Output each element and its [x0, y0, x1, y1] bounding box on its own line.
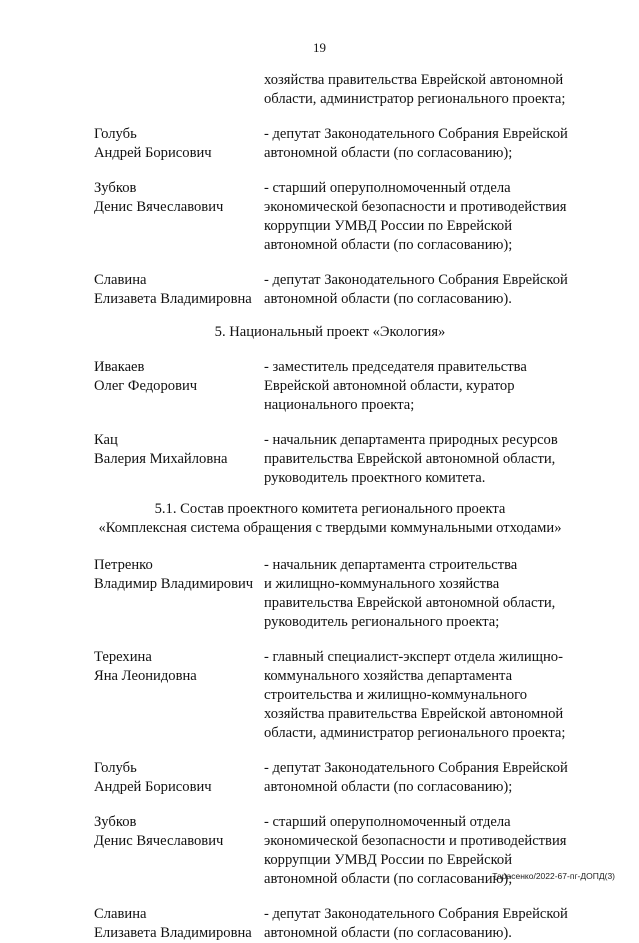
member-row — [94, 271, 596, 309]
member-row — [94, 125, 596, 163]
document-footer-code: Тарасенко/2022-67-пг-ДОПД(3) — [492, 871, 615, 881]
member-name: Кац Валерия Михайловна — [94, 432, 228, 467]
subsection-heading: 5.1. Состав проектного комитета регионального проекта «Комплексная система обращения с твердыми коммунальными отходами» — [98, 501, 562, 536]
member-role: - начальник департамента природных ресурсов правительства Еврейской автономной области, руководитель проектного комитета. — [264, 432, 558, 486]
member-name: Ивакаев Олег Федорович — [94, 359, 198, 394]
member-name: Зубков Денис Вячеславович — [94, 814, 224, 849]
member-name: Терехина Яна Леонидовна — [94, 649, 197, 684]
member-name: Славина Елизавета Владимировна — [94, 906, 252, 941]
member-row — [94, 759, 596, 797]
member-row — [94, 648, 596, 743]
member-row — [94, 179, 596, 255]
member-name: Зубков Денис Вячеславович — [94, 180, 224, 215]
member-name: Петренко Владимир Владимирович — [94, 557, 254, 592]
member-role: - старший оперуполномоченный отдела экономической безопасности и противодействия коррупции УМВД России по Еврейской автономной области (по согласованию); — [264, 180, 567, 253]
member-role: - депутат Законодательного Собрания Еврейской автономной области (по согласованию); — [264, 760, 568, 795]
member-role: - заместитель председателя правительства Еврейской автономной области, куратор национального проекта; — [264, 359, 527, 413]
member-role: - главный специалист-эксперт отдела жилищно- коммунального хозяйства департамента строительства и жилищно-коммунального хозяйства правительства Еврейской автономной области, администратор регионального проекта; — [264, 649, 566, 741]
member-role: - депутат Законодательного Собрания Еврейской автономной области (по согласованию). — [264, 272, 568, 307]
member-name: Голубь Андрей Борисович — [94, 126, 212, 161]
member-role: - старший оперуполномоченный отдела экономической безопасности и противодействия коррупции УМВД России по Еврейской автономной области (по согласованию); — [264, 814, 567, 887]
member-name: Голубь Андрей Борисович — [94, 760, 212, 795]
member-role: - депутат Законодательного Собрания Еврейской автономной области (по согласованию). — [264, 906, 568, 941]
page-number: 19 — [313, 40, 326, 55]
document-body — [94, 71, 596, 943]
section-heading: 5. Национальный проект «Экология» — [214, 324, 446, 340]
member-row — [94, 905, 596, 943]
member-role: - начальник департамента строительства и жилищно-коммунального хозяйства правительства Еврейской автономной области, руководитель регионального проекта; — [264, 557, 556, 630]
member-name: Славина Елизавета Владимировна — [94, 272, 252, 307]
continuation-text: хозяйства правительства Еврейской автономной области, администратор регионального проекта; — [264, 72, 566, 107]
member-role: - депутат Законодательного Собрания Еврейской автономной области (по согласованию); — [264, 126, 568, 161]
member-row — [94, 556, 596, 632]
member-row — [94, 358, 596, 415]
member-row — [94, 431, 596, 488]
